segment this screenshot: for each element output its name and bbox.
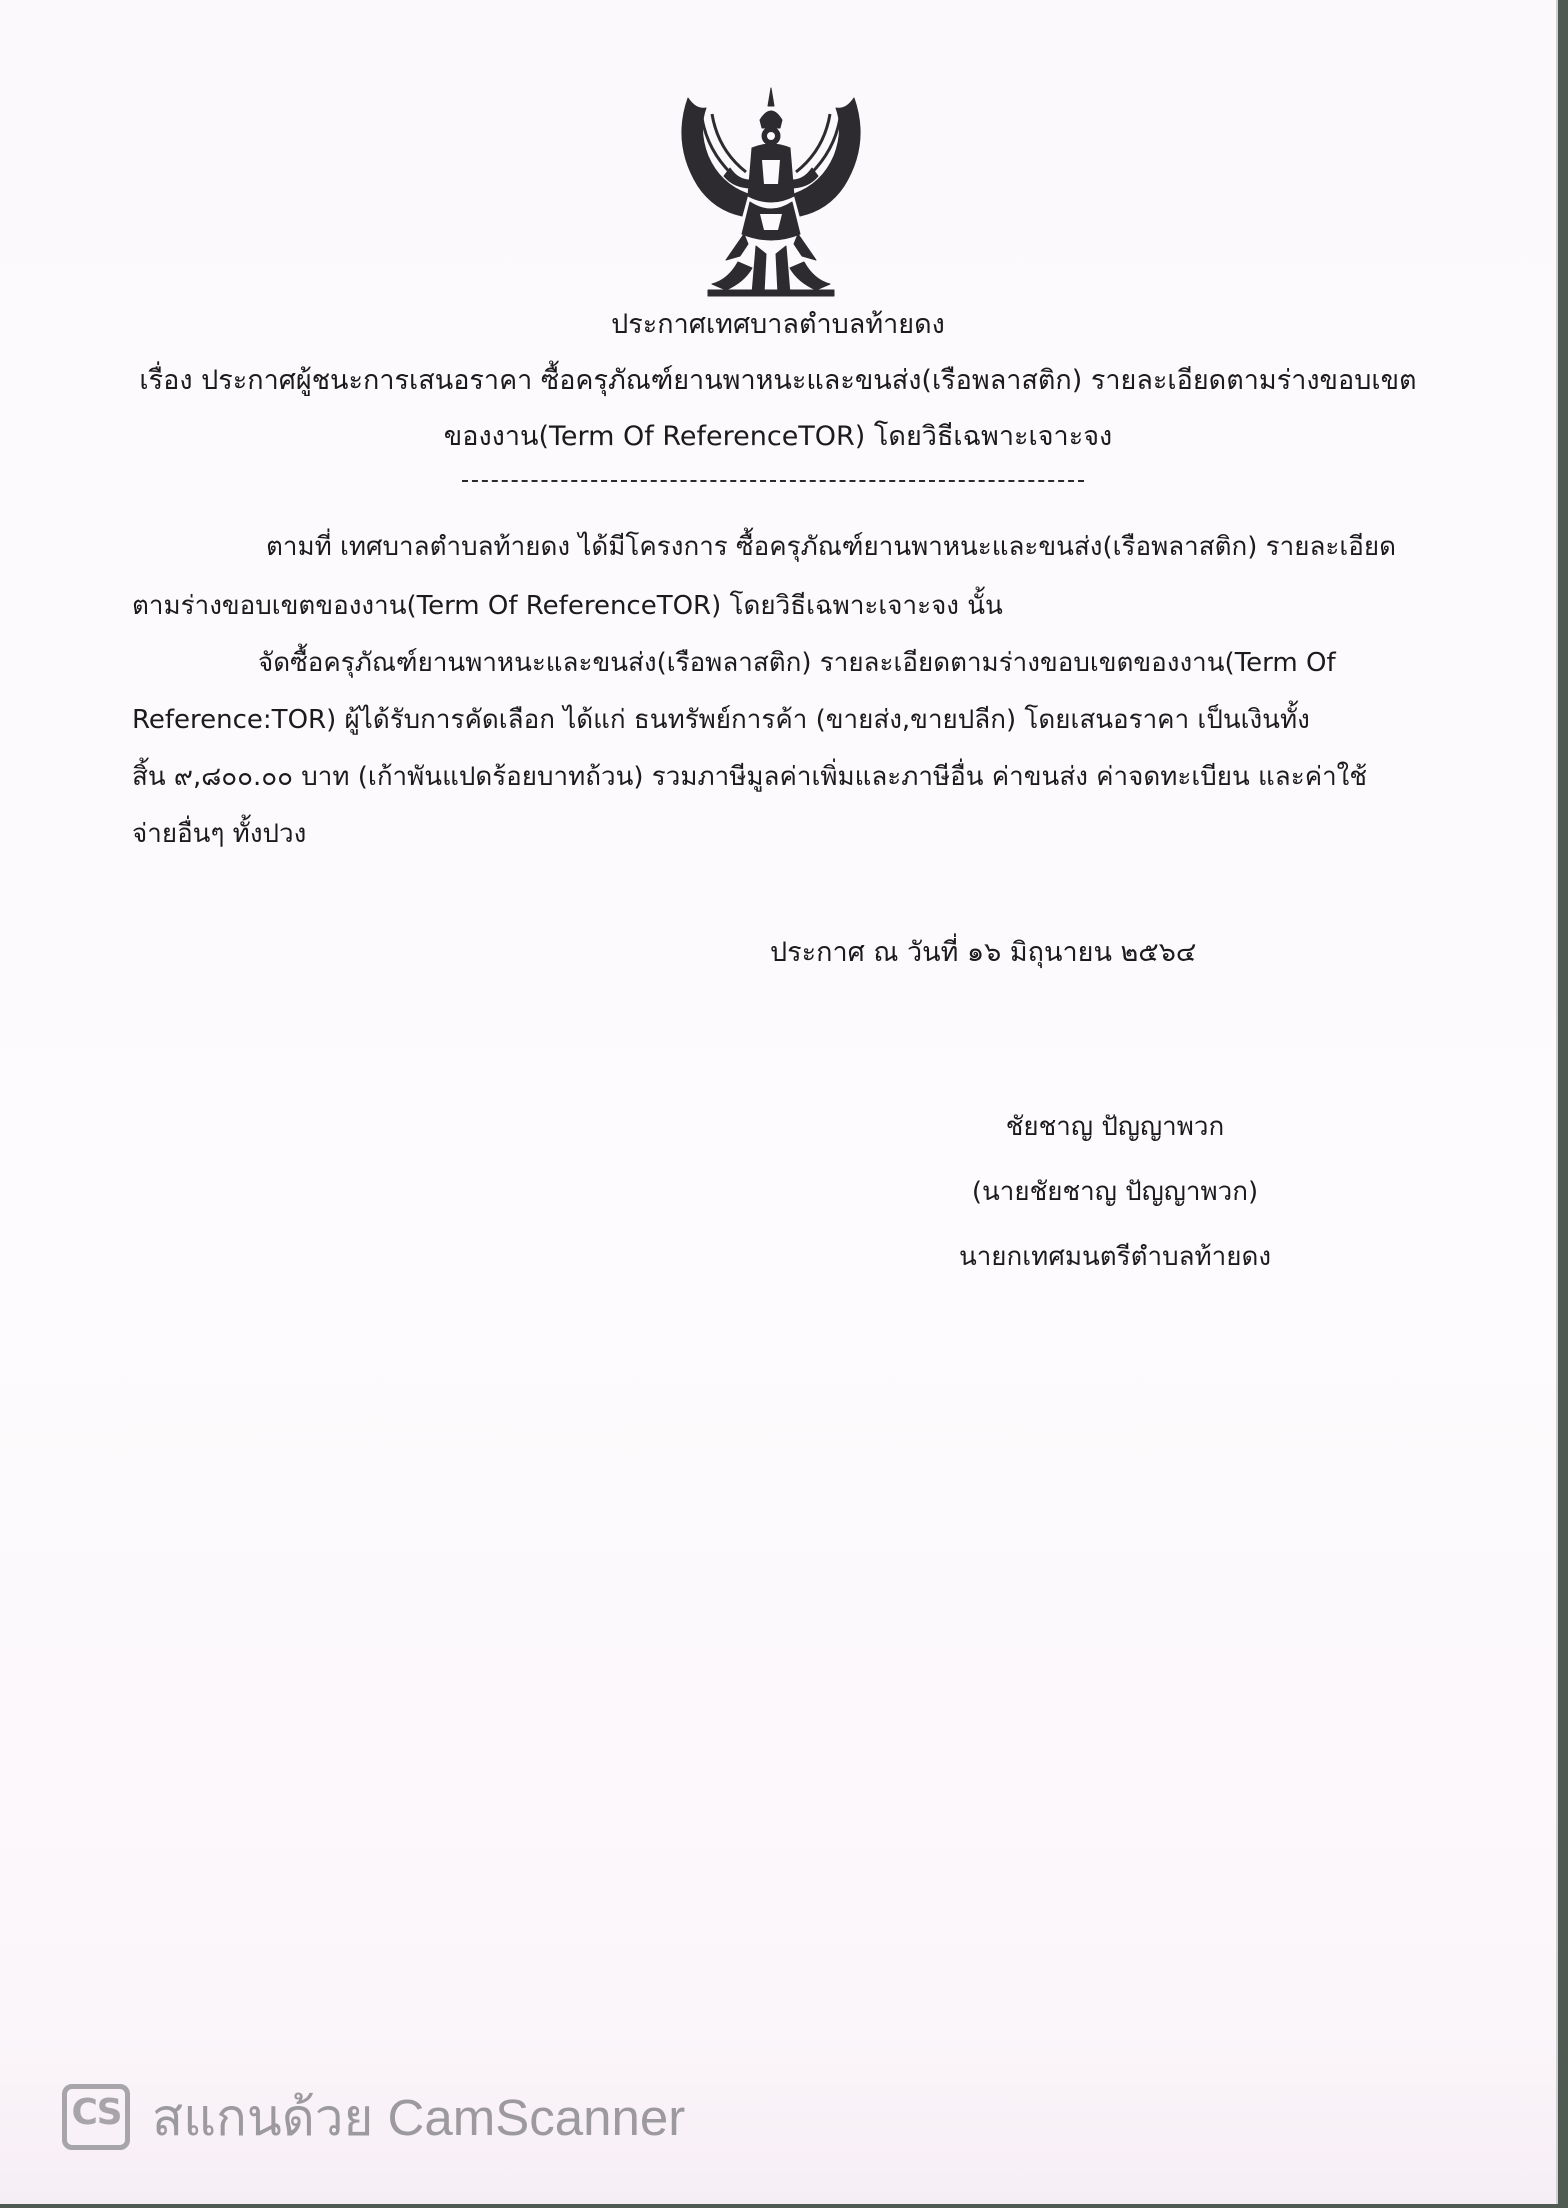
body-para2-line2: Reference:TOR) ผู้ได้รับการคัดเลือก ได้แก่ ธนทรัพย์การค้า (ขายส่ง,ขายปลีก) โดยเสนอราคา เป็นเงินทั้ง [132, 705, 1310, 735]
signature-printed-name: (นายชัยชาญ ปัญญาพวก) [971, 1177, 1259, 1207]
watermark-text: สแกนด้วย CamScanner [152, 2088, 686, 2146]
subject-line-2: ของงาน(Term Of ReferenceTOR) โดยวิธีเฉพาะเจาะจง [443, 421, 1113, 452]
camscanner-logo-icon: CS [62, 2084, 130, 2150]
garuda-emblem-icon [668, 84, 874, 302]
body-para1-line2: ตามร่างขอบเขตของงาน(Term Of ReferenceTOR) โดยวิธีเฉพาะเจาะจง นั้น [132, 591, 1003, 621]
separator-line [462, 480, 1084, 482]
camscanner-watermark [62, 2082, 685, 2152]
subject-line-1: เรื่อง ประกาศผู้ชนะการเสนอราคา ซื้อครุภัณฑ์ยานพาหนะและขนส่ง(เรือพลาสติก) รายละเอียดตามร่างขอบเขต [139, 365, 1417, 396]
body-para1-line1: ตามที่ เทศบาลตำบลท้ายดง ได้มีโครงการ ซื้อครุภัณฑ์ยานพาหนะและขนส่ง(เรือพลาสติก) รายละเอียด [266, 532, 1396, 562]
issuer-heading: ประกาศเทศบาลตำบลท้ายดง [611, 309, 945, 340]
announce-date: ประกาศ ณ วันที่ ๑๖ มิถุนายน ๒๕๖๔ [770, 937, 1197, 968]
signature-position: นายกเทศมนตรีตำบลท้ายดง [958, 1242, 1272, 1272]
signature-name: ชัยชาญ ปัญญาพวก [1005, 1112, 1225, 1142]
body-para2-line1: จัดซื้อครุภัณฑ์ยานพาหนะและขนส่ง(เรือพลาสติก) รายละเอียดตามร่างขอบเขตของงาน(Term Of [258, 648, 1336, 678]
body-para2-line4: จ่ายอื่นๆ ทั้งปวง [132, 819, 307, 849]
body-para2-line3: สิ้น ๙,๘๐๐.๐๐ บาท (เก้าพันแปดร้อยบาทถ้วน) รวมภาษีมูลค่าเพิ่มและภาษีอื่น ค่าขนส่ง ค่าจดทะเบียน และค่าใช้ [132, 762, 1368, 792]
